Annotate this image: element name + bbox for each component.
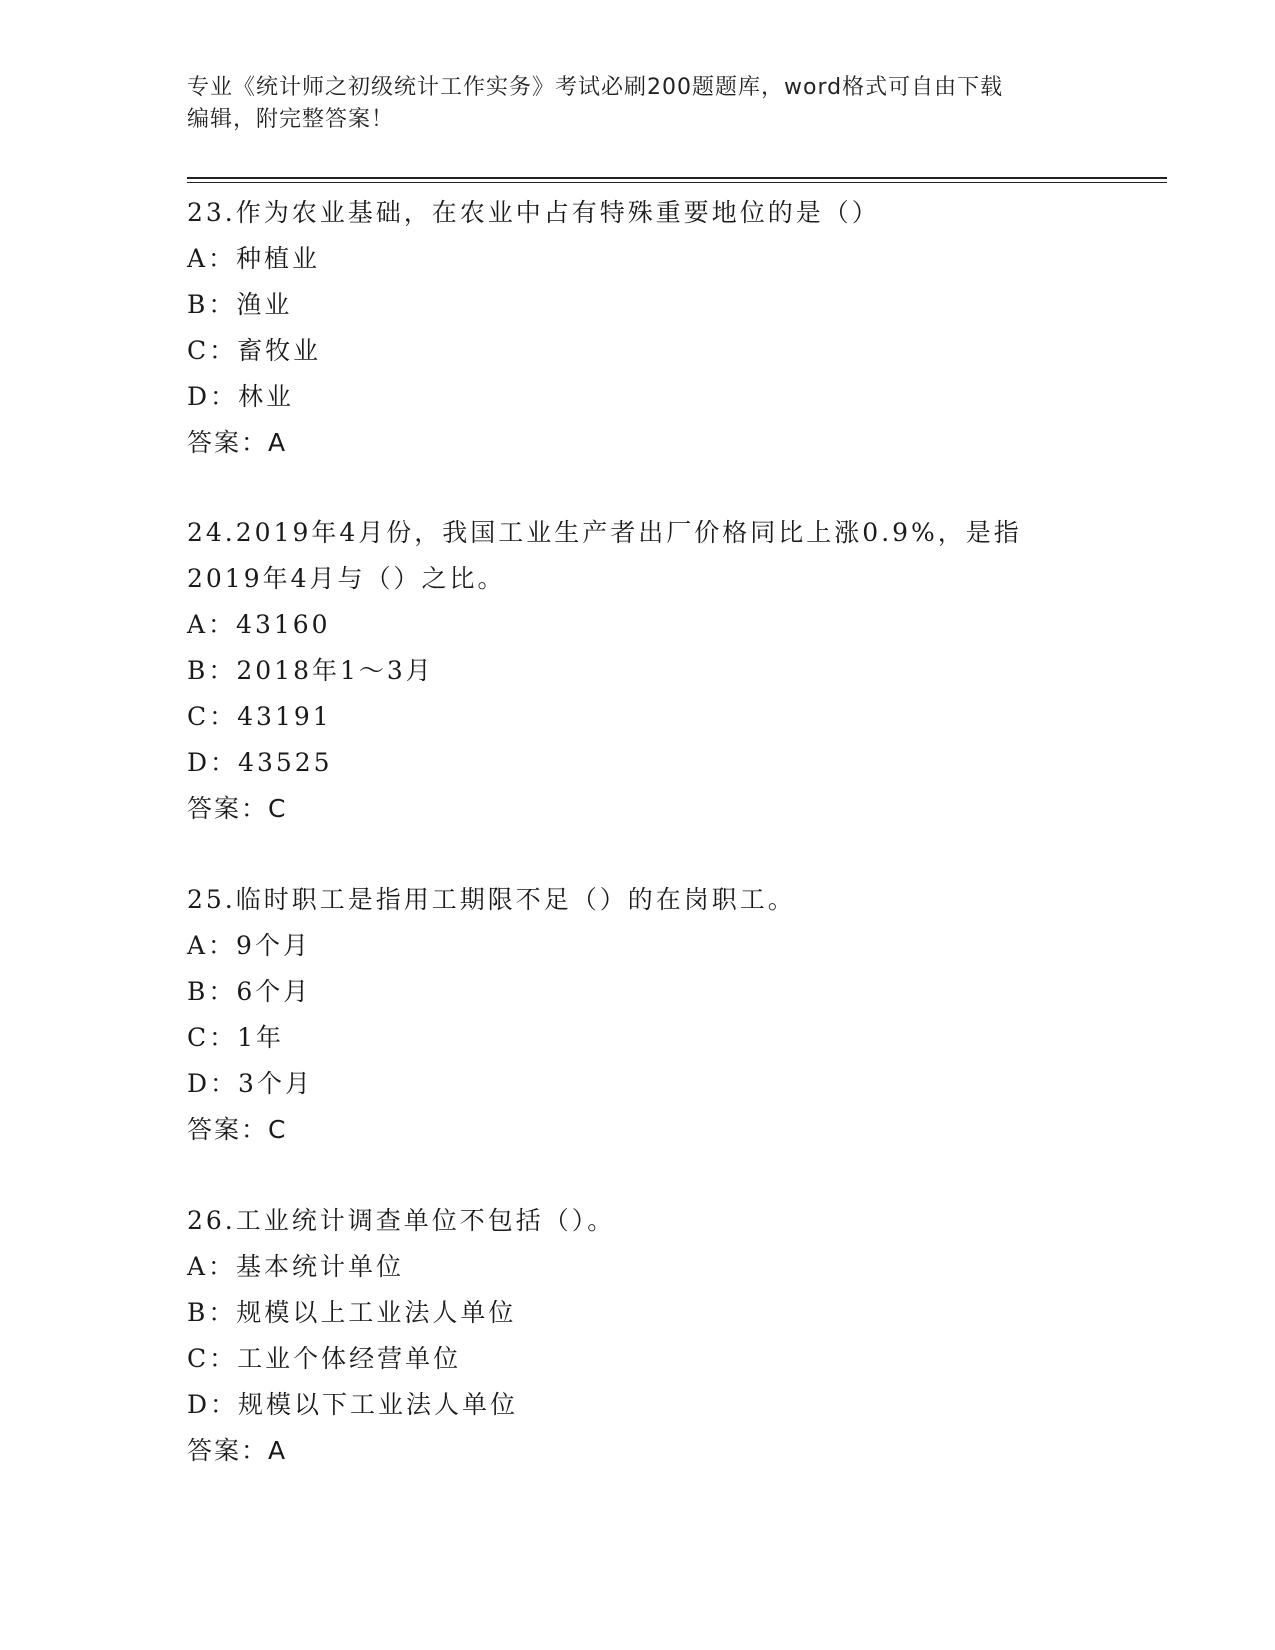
option-d: D：3个月: [187, 1069, 313, 1098]
question-25: [187, 877, 1087, 1153]
option-a: A：基本统计单位: [187, 1252, 405, 1281]
option-d: D：规模以下工业法人单位: [187, 1390, 519, 1419]
option-c: C：工业个体经营单位: [187, 1344, 462, 1373]
option-d: D：林业: [187, 382, 295, 411]
answer-line: 答案：C: [187, 794, 288, 823]
option-d: D：43525: [187, 748, 333, 777]
question-26: [187, 1198, 1087, 1474]
question-stem: 24.2019年4月份，我国工业生产者出厂价格同比上涨0.9%，是指: [187, 518, 1022, 547]
option-b: B：渔业: [187, 290, 293, 319]
answer-line: 答案：A: [187, 428, 288, 457]
option-c: C：畜牧业: [187, 336, 322, 365]
header-divider-thick: [187, 177, 1167, 179]
option-c: C：1年: [187, 1023, 285, 1052]
option-b: B：2018年1～3月: [187, 656, 434, 685]
option-b: B：规模以上工业法人单位: [187, 1298, 517, 1327]
question-stem: 25.临时职工是指用工期限不足（）的在岗职工。: [187, 885, 796, 914]
question-stem: 26.工业统计调查单位不包括（）。: [187, 1206, 616, 1235]
answer-line: 答案：A: [187, 1436, 288, 1465]
option-a: A：9个月: [187, 931, 311, 960]
option-c: C：43191: [187, 702, 332, 731]
header-line-1: 专业《统计师之初级统计工作实务》考试必刷200题题库，word格式可自由下载: [187, 75, 1004, 100]
question-stem-continued: 2019年4月与（）之比。: [187, 564, 506, 593]
question-stem: 23.作为农业基础，在农业中占有特殊重要地位的是（）: [187, 198, 880, 227]
question-23: [187, 190, 1087, 466]
option-a: A：种植业: [187, 244, 321, 273]
header-line-2: 编辑，附完整答案！: [187, 107, 395, 132]
option-a: A：43160: [187, 610, 331, 639]
question-24: [187, 510, 1087, 832]
answer-line: 答案：C: [187, 1115, 288, 1144]
header-divider-thin: [187, 182, 1167, 183]
document-header: [187, 72, 1067, 136]
option-b: B：6个月: [187, 977, 312, 1006]
